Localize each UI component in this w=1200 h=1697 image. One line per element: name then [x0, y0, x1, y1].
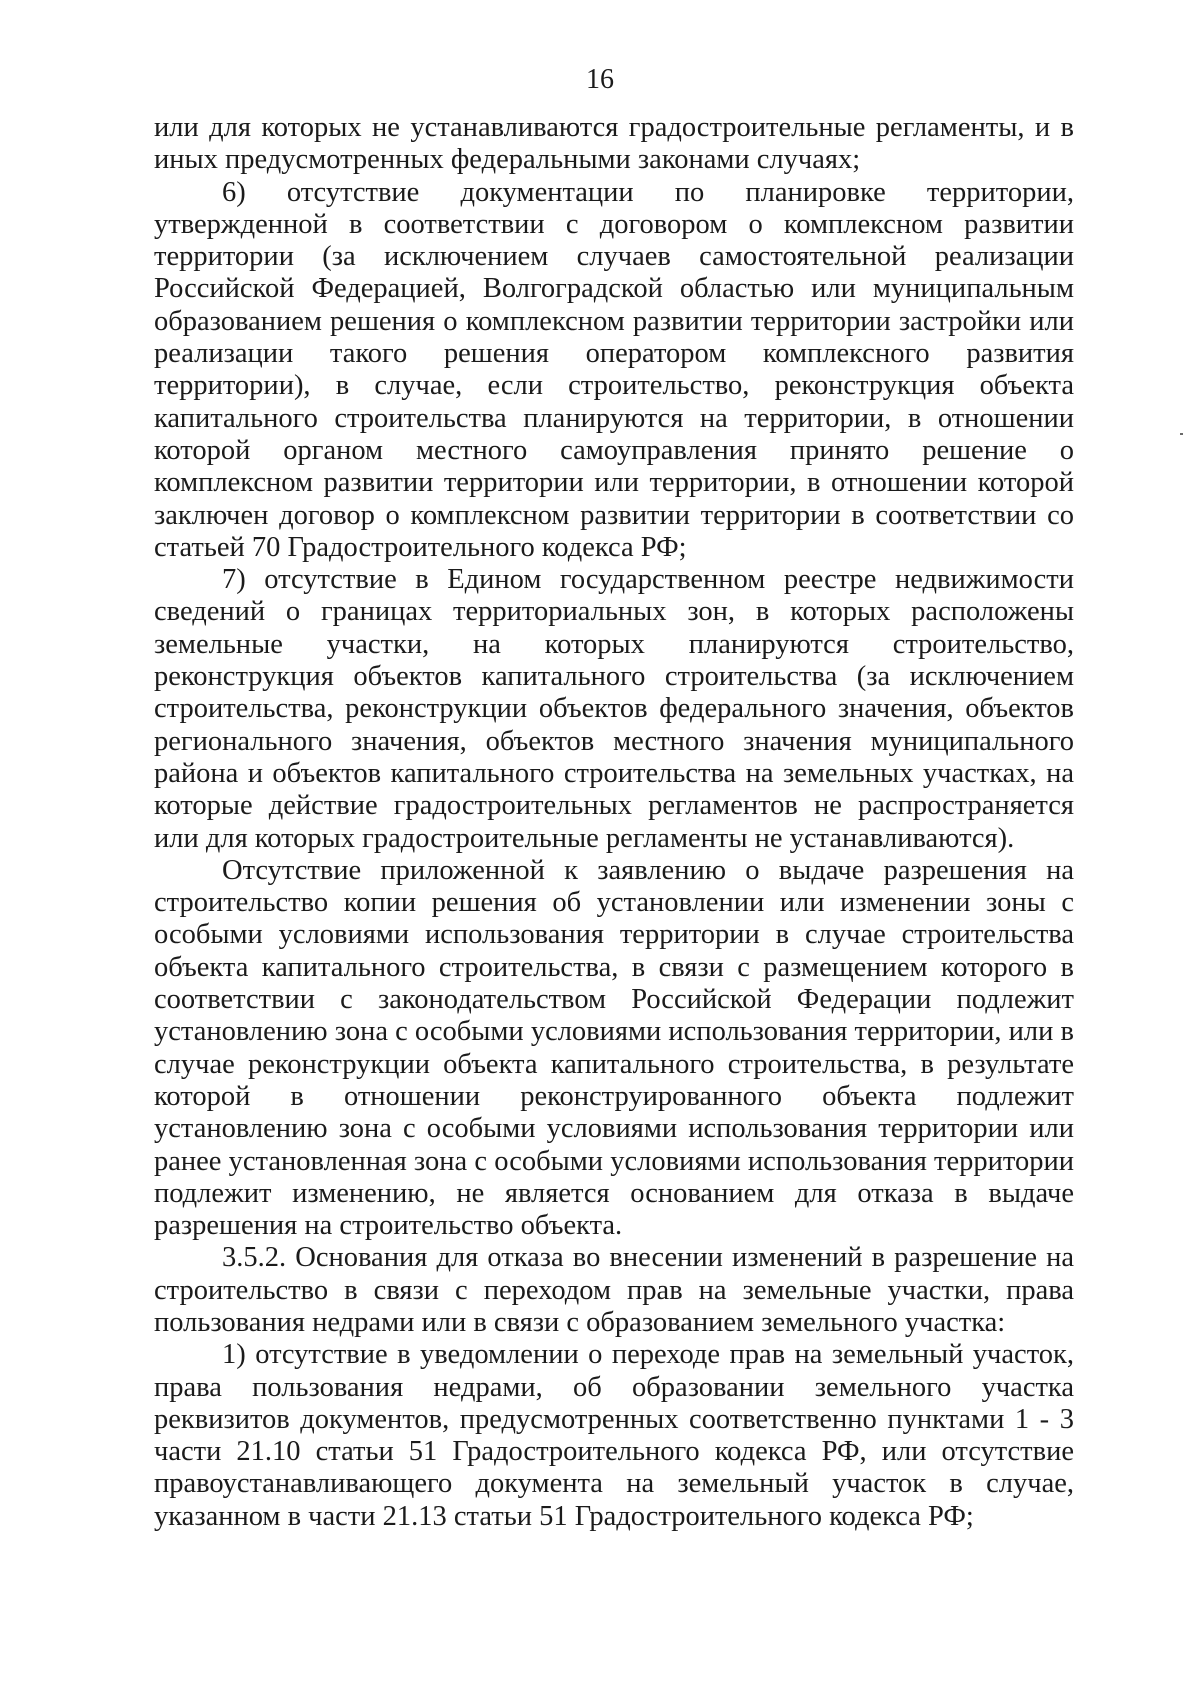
document-body [154, 112, 1074, 1533]
paragraph-item-1: 1) отсутствие в уведомлении о переходе прав на земельный участок, права пользования недрами, об образовании земельного участка реквизитов документов, предусмотренных соответственно пунктами 1 - 3 части 21.10 статьи 51 Градостроительного кодекса РФ, или отсутствие правоустанавливающего документа на земельный участок в случае, указанном в части 21.13 статьи 51 Градостроительного кодекса РФ; [154, 1339, 1074, 1532]
paragraph-continuation: или для которых не устанавливаются градостроительные регламенты, и в иных предусмотренных федеральными законами случаях; [154, 112, 1074, 176]
paragraph-section-3-5-2: 3.5.2. Основания для отказа во внесении изменений в разрешение на строительство в связи с переходом прав на земельные участки, права пользования недрами или в связи с образованием земельного участка: [154, 1242, 1074, 1338]
scan-speck [1180, 433, 1183, 435]
page-number: 16 [586, 64, 614, 95]
paragraph-item-7: 7) отсутствие в Едином государственном реестре недвижимости сведений о границах территориальных зон, в которых расположены земельные участки, на которых планируются строительство, реконструкция объектов капитального строительства (за исключением строительства, реконструкции объектов федерального значения, объектов регионального значения, объектов местного значения муниципального района и объектов капитального строительства на земельных участках, на которые действие градостроительных регламентов не распространяется или для которых градостроительные регламенты не устанавливаются). [154, 564, 1074, 854]
paragraph-item-6: 6) отсутствие документации по планировке территории, утвержденной в соответствии с договором о комплексном развитии территории (за исключением случаев самостоятельной реализации Российской Федерацией, Волгоградской областью или муниципальным образованием решения о комплексном развитии территории застройки или реализации такого решения оператором комплексного развития территории), в случае, если строительство, реконструкция объекта капитального строительства планируются на территории, в отношении которой органом местного самоуправления принято решение о комплексном развитии территории или территории, в отношении которой заключен договор о комплексном развитии территории в соответствии со статьей 70 Градостроительного кодекса РФ; [154, 176, 1074, 563]
paragraph-note: Отсутствие приложенной к заявлению о выдаче разрешения на строительство копии решения об установлении или изменении зоны с особыми условиями использования территории в случае строительства объекта капитального строительства, в связи с размещением которого в соответствии с законодательством Российской Федерации подлежит установлению зона с особыми условиями использования территории, или в случае реконструкции объекта капитального строительства, в результате которой в отношении реконструированного объекта подлежит установлению зона с особыми условиями использования территории или ранее установленная зона с особыми условиями использования территории подлежит изменению, не является основанием для отказа в выдаче разрешения на строительство объекта. [154, 854, 1074, 1242]
